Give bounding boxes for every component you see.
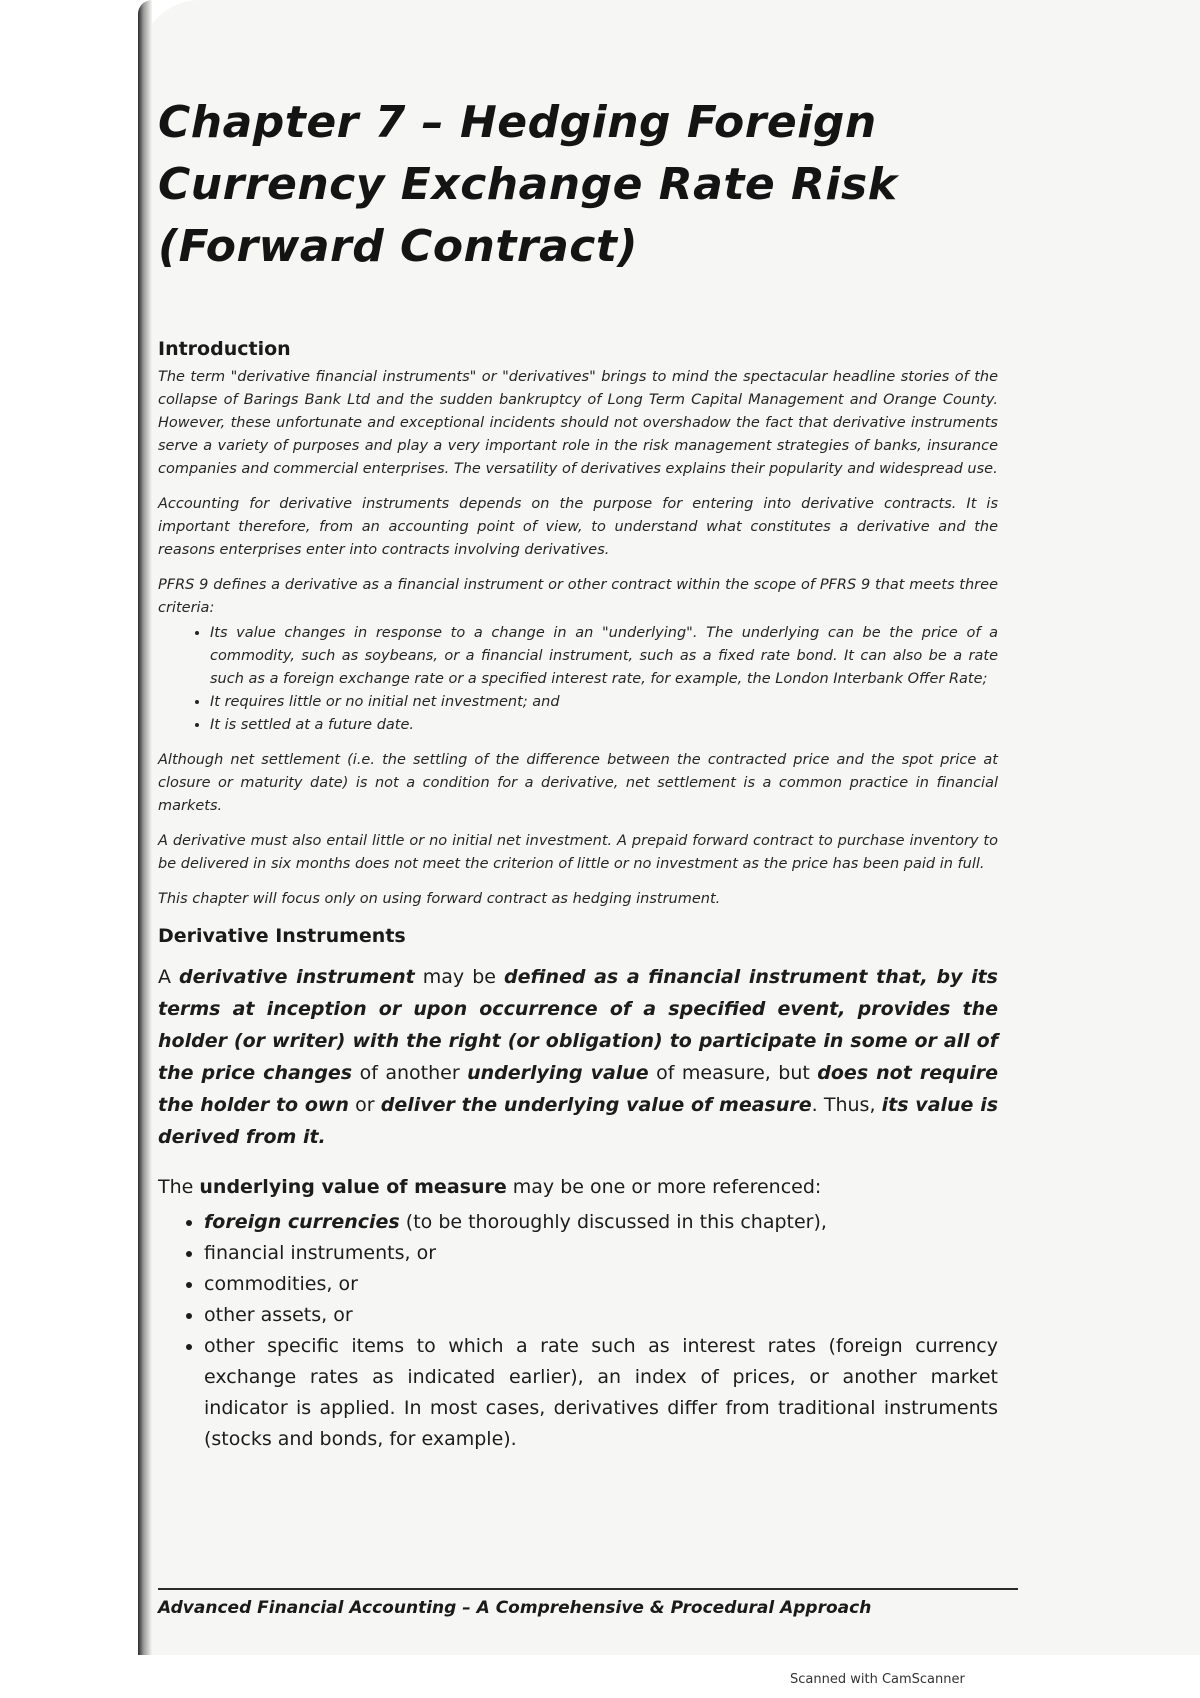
- criteria-item: • Its value changes in response to a change in an "underlying". The underlying can be the price of a commodity, such as soybeans, or a financial instrument, such as a fixed rate bond. It can also be a rate such as a foreign exchange rate or a specified interest rate, for example, the London Interbank Offer Rate;: [210, 622, 998, 691]
- accounting-paragraph: Accounting for derivative instruments depends on the purpose for entering into derivative contracts. It is important therefore, from an accounting point of view, to understand what constitutes a derivative and the reasons enterprises enter into contracts involving derivatives.: [158, 496, 998, 558]
- referenced-intro-paragraph: [158, 1171, 998, 1203]
- criteria-list: [158, 622, 998, 737]
- introduction-section: [158, 338, 998, 911]
- definition-text: of another: [352, 1062, 468, 1084]
- page-edge-shadow: [138, 0, 152, 1655]
- initial-investment-paragraph: A derivative must also entail little or no initial net investment. A prepaid forward contract to purchase inventory to be delivered in six months does not meet the criterion of little or no investment as the price has been paid in full.: [158, 833, 998, 872]
- referenced-items-list: [158, 1207, 998, 1455]
- derivative-definition-paragraph: [158, 961, 998, 1153]
- chapter-focus-paragraph: This chapter will focus only on using forward contract as hedging instrument.: [158, 891, 721, 907]
- referenced-item: • other assets, or: [204, 1300, 998, 1331]
- referenced-item: [204, 1207, 998, 1238]
- definition-text: or: [348, 1094, 381, 1116]
- page-content: [158, 92, 998, 1455]
- definition-emphasis: its value is derived from it.: [158, 1094, 999, 1148]
- intro-paragraph: The term "derivative financial instruments" or "derivatives" brings to mind the spectacular headline stories of the collapse of Barings Bank Ltd and the sudden bankruptcy of Long Term Capital Management and Orange County. However, these unfortunate and exceptional incidents should not overshadow the fact that derivative instruments serve a variety of purposes and play a very important role in the risk management strategies of banks, insurance companies and commercial enterprises. The versatility of derivatives explains their popularity and widespread use.: [158, 369, 998, 477]
- camscanner-watermark: Scanned with CamScanner: [790, 1672, 965, 1687]
- referenced-item: • other specific items to which a rate such as interest rates (foreign currency exchange rates as indicated earlier), an index of prices, or another market indicator is applied. In most cases, derivatives differ from traditional instruments (stocks and bonds, for example).: [204, 1331, 998, 1455]
- definition-emphasis: does not require the holder to own: [158, 1062, 998, 1116]
- referenced-text: The: [158, 1176, 200, 1198]
- definition-emphasis: defined as a financial instrument that, by its terms at inception or upon occurrence of a specified event, provides the holder (or writer) with the right (or obligation) to participate in some or all of the price changes: [158, 966, 998, 1084]
- footer-divider: [158, 1588, 1018, 1590]
- net-settlement-paragraph: Although net settlement (i.e. the settling of the difference between the contracted price and the spot price at closure or maturity date) is not a condition for a derivative, net settlement is a common practice in financial markets.: [158, 752, 998, 814]
- definition-emphasis: deliver the underlying value of measure: [380, 1094, 812, 1116]
- chapter-title: Chapter 7 – Hedging Foreign Currency Exchange Rate Risk (Forward Contract): [158, 97, 898, 272]
- referenced-item: • financial instruments, or: [204, 1238, 998, 1269]
- referenced-emphasis: underlying value of measure: [199, 1176, 507, 1198]
- referenced-text: may be one or more referenced:: [506, 1176, 822, 1198]
- book-title-footer: Advanced Financial Accounting – A Comprehensive & Procedural Approach: [158, 1598, 872, 1618]
- definition-emphasis: derivative instrument: [179, 966, 415, 988]
- definition-text: A: [158, 966, 180, 988]
- definition-text: may be: [414, 966, 505, 988]
- introduction-heading: Introduction: [158, 338, 291, 360]
- definition-text: . Thus,: [811, 1094, 882, 1116]
- definition-emphasis: underlying value: [467, 1062, 649, 1084]
- referenced-item-emphasis: foreign currencies: [204, 1211, 400, 1233]
- definition-text: of measure, but: [648, 1062, 818, 1084]
- referenced-item: • commodities, or: [204, 1269, 998, 1300]
- criteria-item: • It is settled at a future date.: [210, 714, 998, 737]
- pfrs9-definition-paragraph: PFRS 9 defines a derivative as a financial instrument or other contract within the scope of PFRS 9 that meets three criteria:: [158, 577, 998, 616]
- referenced-item-text: (to be thoroughly discussed in this chapter),: [399, 1211, 827, 1233]
- derivative-instruments-heading: Derivative Instruments: [158, 925, 406, 947]
- criteria-item: • It requires little or no initial net investment; and: [210, 691, 998, 714]
- derivative-instruments-section: [158, 925, 998, 1455]
